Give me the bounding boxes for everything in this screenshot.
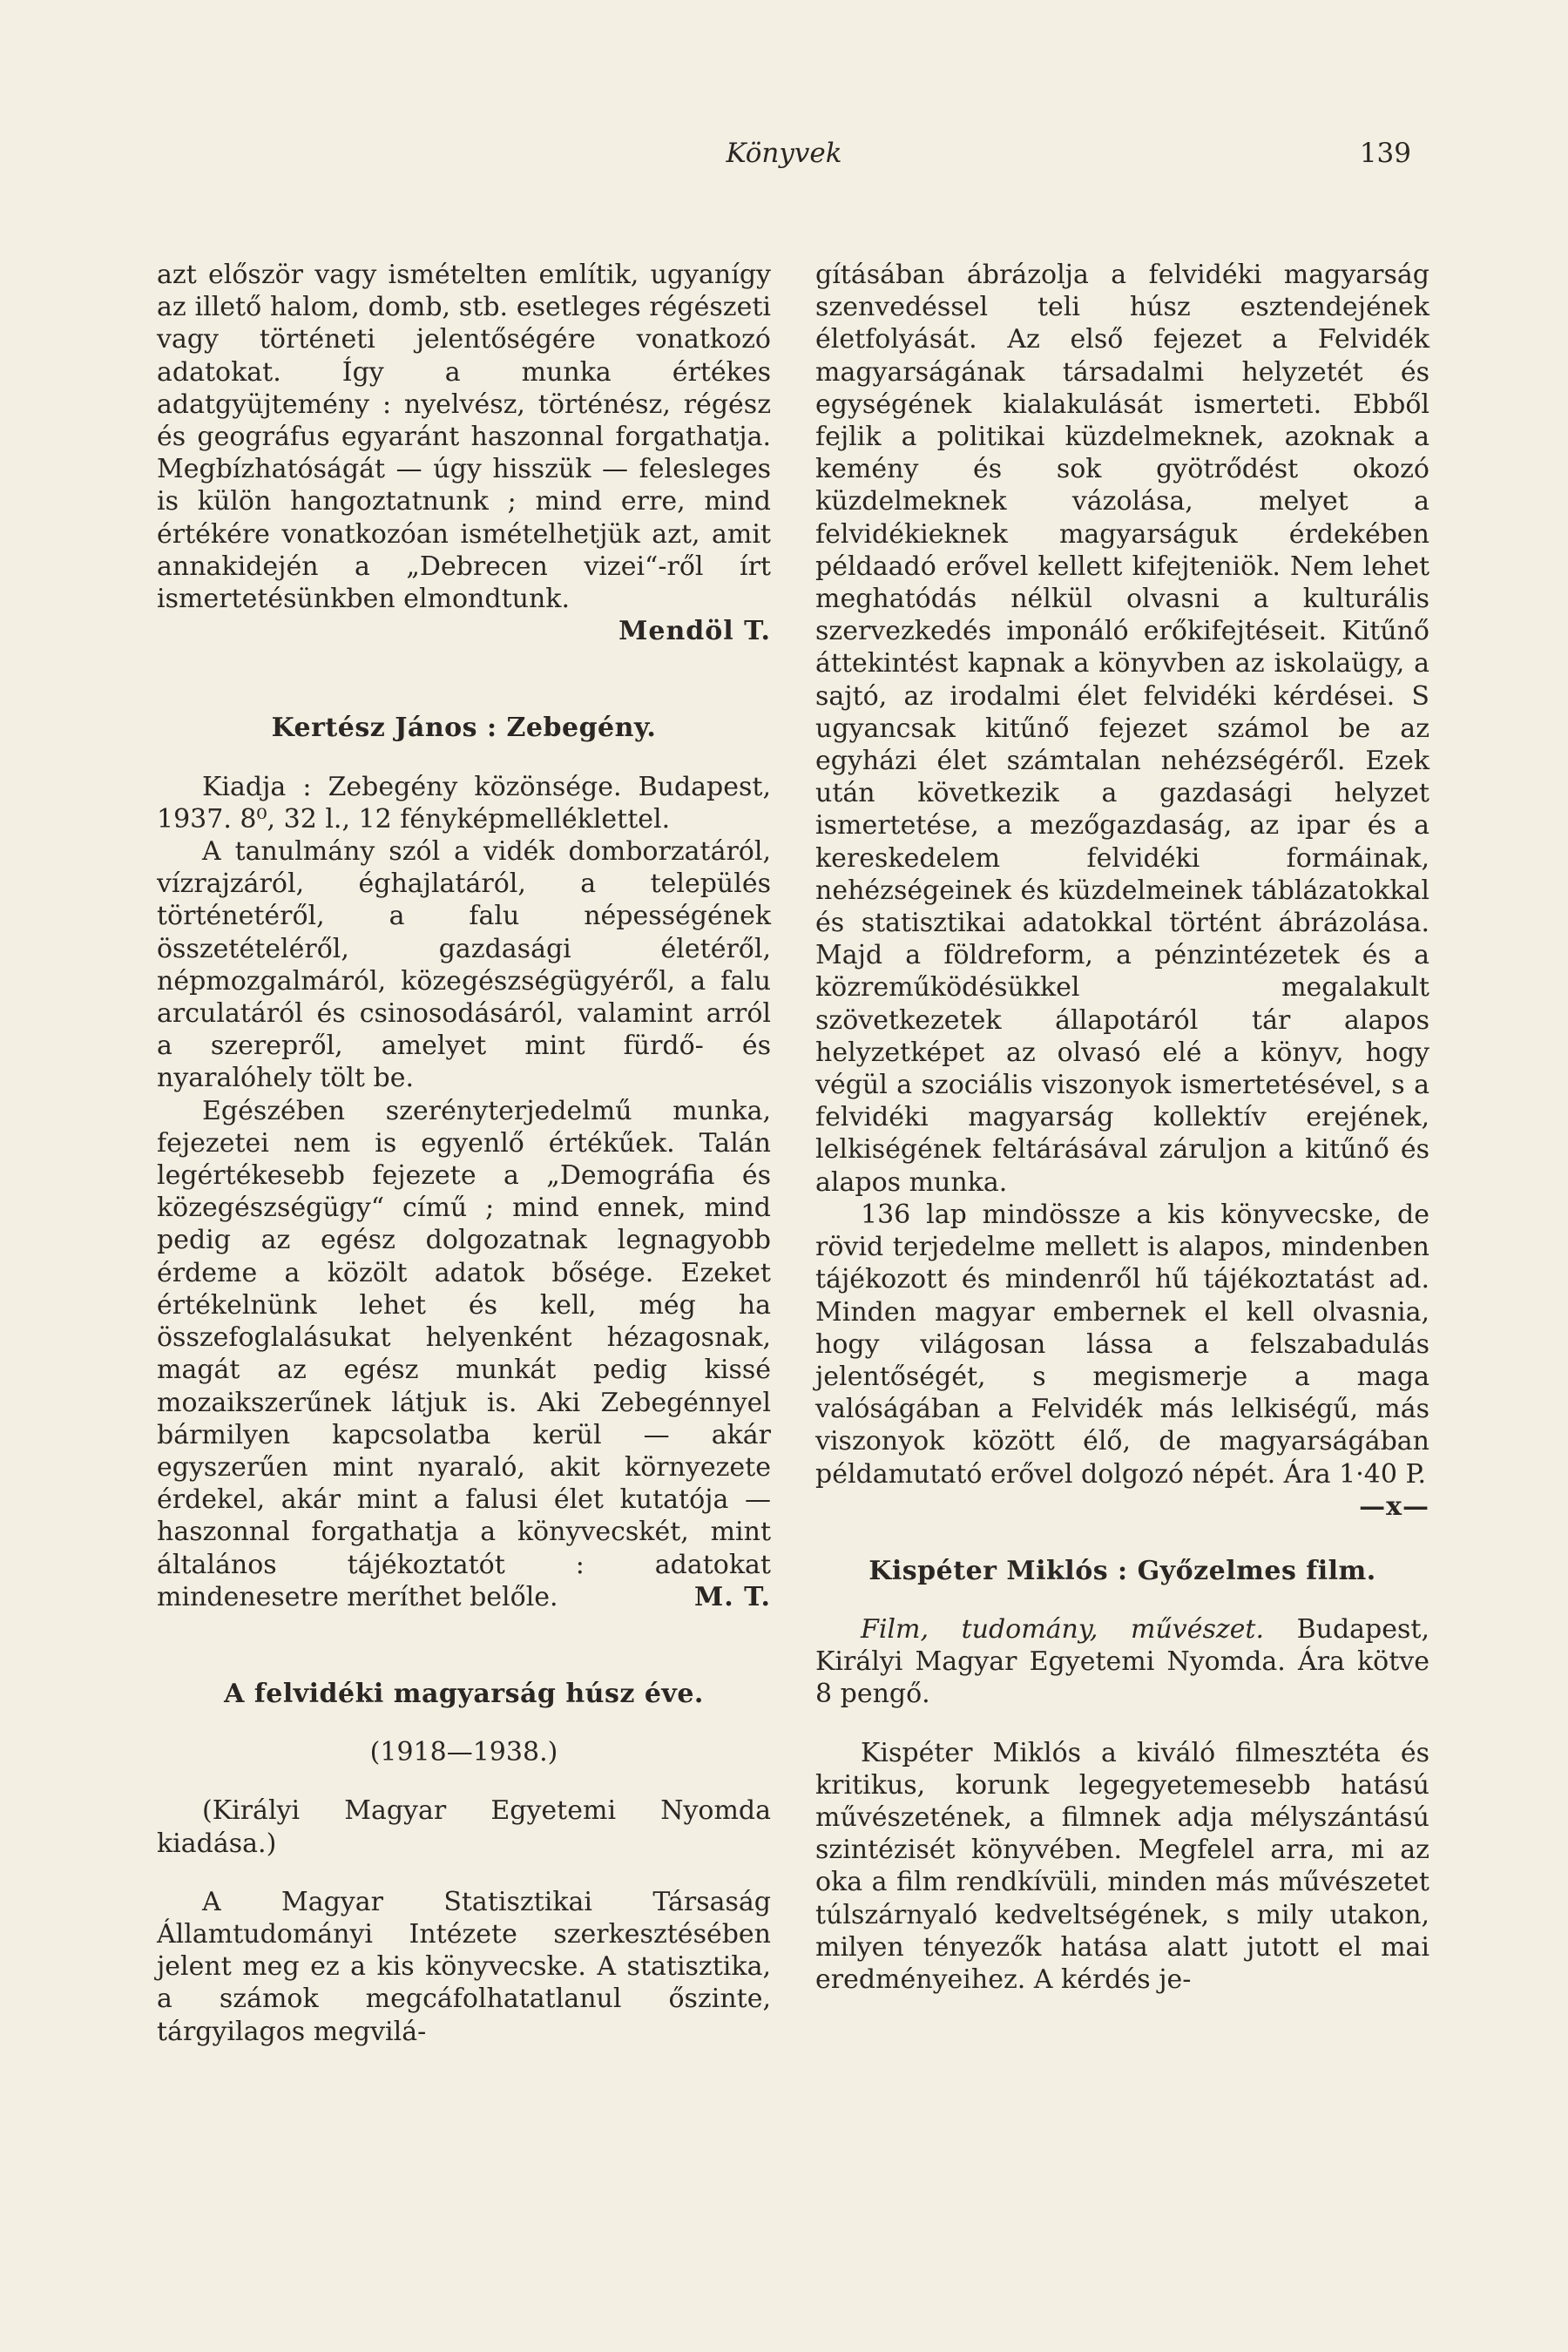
review2-heading: Kertész János : Zebegény. <box>271 713 657 744</box>
page-header <box>157 138 1411 181</box>
review4-publication-details: Budapest, Királyi Magyar Egyetemi Nyomda. Ára kötve 8 pengő. <box>815 1613 1429 1710</box>
review3-years: (1918—1938.) <box>369 1737 558 1768</box>
review2-publication: Kiadja : Zebegény közönsége. Budapest, 1937. 8⁰, 32 l., 12 fényképmelléklettel. <box>157 771 771 835</box>
review4-publication-title: Film, tudomány, művészet. <box>861 1613 1264 1645</box>
review4-publication <box>815 1613 1429 1711</box>
review2-paragraph-1: A tanulmány szól a vidék domborzatáról, vízrajzáról, éghajlatáról, a település történetéről, a falu népességének összetételéről, gazdasági életéről, népmozgalmáról, közegészségügyéről, a falu arculatáról és csinosodásáról, valamint arról a szerepről, amelyet mint fürdő- és nyaralóhely tölt be. <box>157 836 771 1094</box>
page-number: 139 <box>1359 138 1411 169</box>
review3-paragraph-2 <box>815 1199 1429 1522</box>
review3-paragraph-2-text: 136 lap mindössze a kis könyvecske, de rövid terjedelme mellett is alapos, mindenben tájékozott és mindenről hű tájékoztatást ad. Minden magyar embernek el kell olvasnia, hogy világosan lássa a felszabadulás jelentőségét, s megismerje a maga valóságában a Felvidék más lelkiségű, más viszonyok között élő, de magyarságában példamutató erővel dolgozó népét. Ára 1·40 P. <box>815 1199 1429 1490</box>
running-title: Könyvek <box>726 138 842 169</box>
review3-paragraph-1-continued: gításában ábrázolja a felvidéki magyarság szenvedéssel teli húsz esztendejének életfolyását. Az első fejezet a Felvidék magyarságának társadalmi helyzetét és egységének kialakulását ismerteti. Ebből fejlik a politikai küzdelmeknek, azoknak a kemény és sok gyötrődést okozó küzdelmeknek vázolása, melyet a felvidékieknek magyarságuk érdekében példaadó erővel kellett kifejteniök. Nem lehet meghatódás nélkül olvasni a kulturális szervezkedés imponáló erőkifejtéseit. Kitűnő áttekintést kapnak a könyvben az iskolaügy, a sajtó, az irodalmi élet felvidéki kérdései. S ugyancsak kitűnő fejezet számol be az egyházi élet számtalan nehézségéről. Ezek után következik a gazdasági helyzet ismertetése, a mezőgazdaság, az ipar és a kereskedelem felvidéki formáinak, nehézségeinek és küzdelmeinek táblázatokkal és statisztikai adatokkal történt ábrázolása. Majd a földreform, a pénzintézetek és a közreműködésükkel megalakult szövetkezetek állapotáról tár alapos helyzetképet az olvasó elé a könyv, hogy végül a szociális viszonyok ismertetésével, s a felvidéki magyarság kollektív erejének, lelkiségének feltárásával záruljon a kitűnő és alapos munka. <box>815 260 1429 1198</box>
right-column <box>815 259 1429 1996</box>
review3-signature: —x— <box>1359 1490 1429 1522</box>
review3-publication: (Királyi Magyar Egyetemi Nyomda kiadása.) <box>157 1795 771 1859</box>
review1-continuation: azt először vagy ismételten említik, ugyanígy az illető halom, domb, stb. esetleges régészeti vagy történeti jelentőségére vonatkozó adatokat. Így a munka értékes adatgyüjtemény : nyelvész, történész, régész és geográfus egyaránt haszonnal forgathatja. Megbízhatóságát — úgy hisszük — felesleges is külön hangoztatnunk ; mind erre, mind értékére vonatkozóan ismételhetjük azt, amit annakidején a „Debrecen vizei“-ről írt ismertetésünkben elmondtunk. <box>157 260 771 615</box>
review4-paragraph-1: Kispéter Miklós a kiváló filmesztéta és kritikus, korunk legegyetemesebb hatású művészetének, a filmnek adja mélyszántású szintézisét könyvében. Megfelel arra, mi az oka a film rendkívüli, minden más művészetet túlszárnyaló kedveltségének, s mily utakon, milyen tényezők hatása alatt jutott el mai eredményeihez. A kérdés je- <box>815 1737 1429 1995</box>
review4-heading: Kispéter Miklós : Győzelmes film. <box>868 1555 1376 1586</box>
review3-paragraph-1: A Magyar Statisztikai Társaság Államtudományi Intézete szerkesztésében jelent meg ez a kis könyvecske. A statisztika, a számok megcáfolhatatlanul őszinte, tárgyilagos megvilá- <box>157 1886 771 2047</box>
review2-paragraph-2-text: Egészében szerényterjedelmű munka, fejezetei nem is egyenlő értékűek. Talán legértékesebb fejezete a „Demográfia és közegészségügy“ című ; mind ennek, mind pedig az egész dolgozatnak legnagyobb érdeme a közölt adatok bősége. Ezeket értékelnünk lehet és kell, még ha összefoglalásukat helyenként hézagosnak, magát az egész munkát pedig kissé mozaikszerűnek látjuk is. Aki Zebegénnyel bármilyen kapcsolatba kerül — akár egyszerűen mint nyaraló, akit környezete érdekel, akár mint a falusi élet kutatója — haszonnal forgathatja a könyvecskét, mint általános tájékoztatót : adatokat mindenesetre meríthet belőle. <box>157 1095 771 1612</box>
review3-heading: A felvidéki magyarság húsz éve. <box>224 1678 704 1709</box>
review2-signature: M. T. <box>694 1581 771 1612</box>
review2-paragraph-2 <box>157 1095 771 1613</box>
review1-signature: Mendöl T. <box>618 616 771 647</box>
left-column <box>157 259 771 2048</box>
